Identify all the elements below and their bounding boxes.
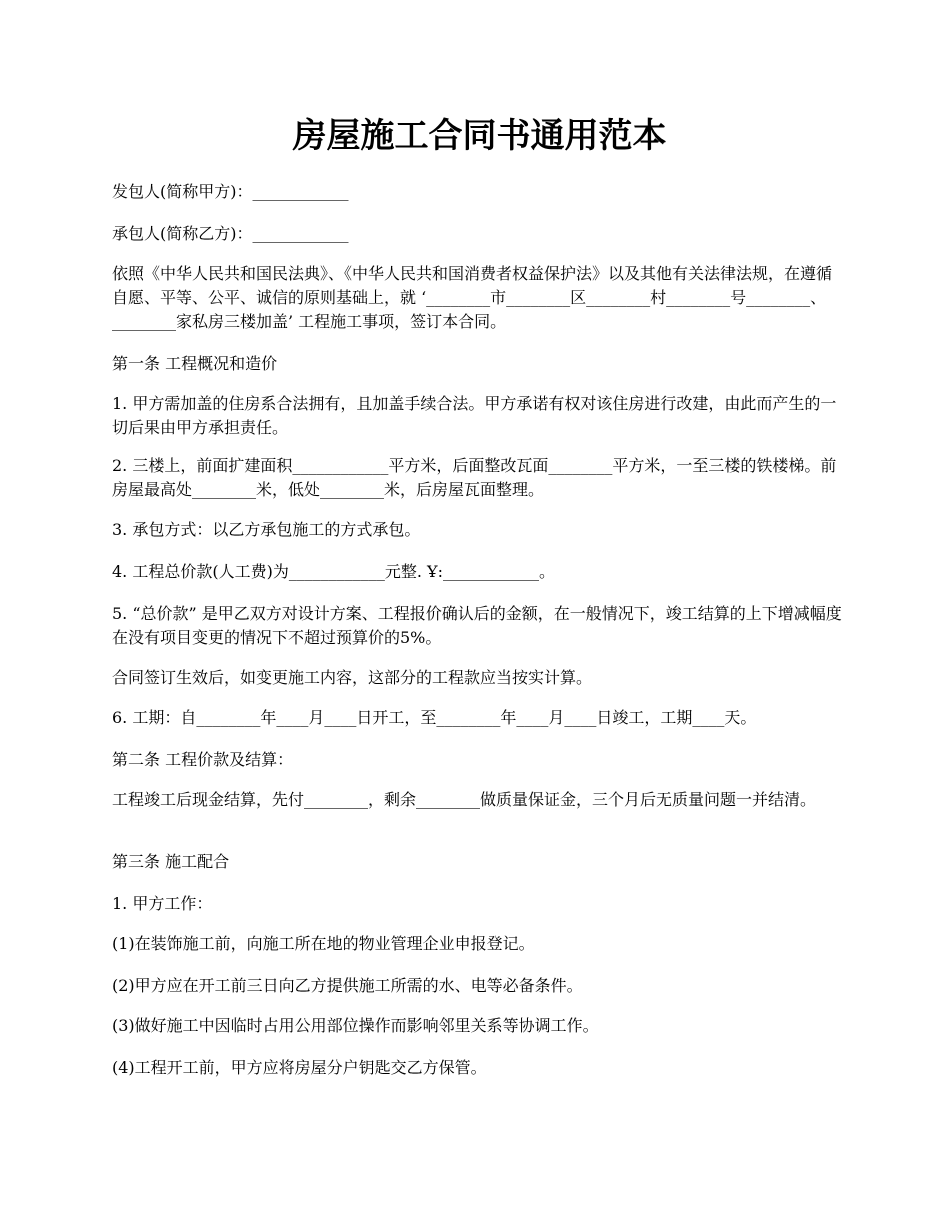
- article-1-item-4: 4. 工程总价款(人工费)为____________元整. Ұ:____________。: [112, 562, 555, 581]
- article-1-change-note: 合同签订生效后，如变更施工内容，这部分的工程款应当按实计算。: [112, 668, 593, 687]
- article-2-settlement: 工程竣工后现金结算，先付________，剩余________做质量保证金，三个月后无质量问题一并结清。: [112, 790, 817, 809]
- article-1-heading: 第一条 工程概况和造价: [112, 354, 278, 373]
- article-2-heading: 第二条 工程价款及结算：: [112, 750, 294, 769]
- article-3-heading: 第三条 施工配合: [112, 852, 230, 871]
- article-1-item-5: 5. “总价款” 是甲乙双方对设计方案、工程报价确认后的金额，在一般情况下，竣工结算的上下增减幅度在没有项目变更的情况下不超过预算价的5%。: [112, 604, 842, 647]
- article-3-sub-4: (4)工程开工前，甲方应将房屋分户钥匙交乙方保管。: [112, 1058, 487, 1077]
- party-b-line: 承包人(简称乙方)：____________: [112, 224, 349, 243]
- document-title: 房屋施工合同书通用范本: [292, 116, 667, 156]
- party-a-line: 发包人(简称甲方)：____________: [112, 182, 349, 201]
- article-1-item-3: 3. 承包方式：以乙方承包施工的方式承包。: [112, 520, 421, 539]
- preamble-paragraph: 依照《中华人民共和国民法典》、《中华人民共和国消费者权益保护法》以及其他有关法律法规，在遵循自愿、平等、公平、诚信的原则基础上，就 ‘________市________区________村________号________、________家私房三楼加盖’ 工程施工事项，签订本合同。: [112, 264, 833, 331]
- article-1-item-1: 1. 甲方需加盖的住房系合法拥有，且加盖手续合法。甲方承诺有权对该住房进行改建，由此而产生的一切后果由甲方承担责任。: [112, 394, 837, 437]
- article-3-item-1: 1. 甲方工作：: [112, 894, 213, 913]
- article-1-item-2: 2. 三楼上，前面扩建面积____________平方米，后面整改瓦面________平方米，一至三楼的铁楼梯。前房屋最高处________米，低处________米，后房屋瓦面整理。: [112, 456, 837, 499]
- article-3-sub-3: (3)做好施工中因临时占用公用部位操作而影响邻里关系等协调工作。: [112, 1016, 599, 1035]
- article-3-sub-1: (1)在装饰施工前，向施工所在地的物业管理企业申报登记。: [112, 934, 535, 953]
- article-3-sub-2: (2)甲方应在开工前三日向乙方提供施工所需的水、电等必备条件。: [112, 976, 583, 995]
- article-1-item-6: 6. 工期：自________年____月____日开工，至________年____月____日竣工，工期____天。: [112, 708, 757, 727]
